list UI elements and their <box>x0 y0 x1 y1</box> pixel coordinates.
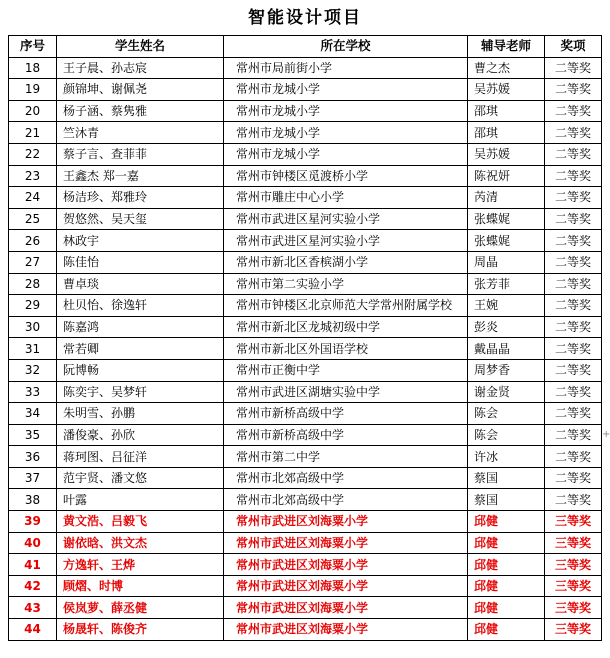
cell-no: 19 <box>9 79 57 101</box>
cell-no: 33 <box>9 381 57 403</box>
cell-students: 方逸轩、王烨 <box>57 554 224 576</box>
cell-no: 32 <box>9 359 57 381</box>
table-row <box>9 403 602 425</box>
cell-teacher: 陈会 <box>468 424 545 446</box>
cell-teacher: 戴晶晶 <box>468 338 545 360</box>
cell-teacher: 张蝶娓 <box>468 230 545 252</box>
cell-school: 常州市新北区外国语学校 <box>224 338 468 360</box>
cell-award: 二等奖 <box>545 381 602 403</box>
cell-no: 23 <box>9 165 57 187</box>
cell-students: 林政宇 <box>57 230 224 252</box>
cell-award: 三等奖 <box>545 597 602 619</box>
cell-award: 三等奖 <box>545 511 602 533</box>
page-title: 智能设计项目 <box>248 8 362 28</box>
table-row <box>9 122 602 144</box>
cell-award: 二等奖 <box>545 403 602 425</box>
table-row <box>9 424 602 446</box>
table-row <box>9 359 602 381</box>
table-row <box>9 165 602 187</box>
table-row <box>9 446 602 468</box>
cell-award: 二等奖 <box>545 79 602 101</box>
cell-school: 常州市正衡中学 <box>224 359 468 381</box>
cell-award: 二等奖 <box>545 424 602 446</box>
cell-no: 21 <box>9 122 57 144</box>
table-row <box>9 554 602 576</box>
cell-teacher: 张蝶娓 <box>468 208 545 230</box>
cell-school: 常州市钟楼区觅渡桥小学 <box>224 165 468 187</box>
awards-table <box>8 35 602 641</box>
cell-teacher: 张芳菲 <box>468 273 545 295</box>
header-school: 所在学校 <box>224 36 468 58</box>
cell-no: 38 <box>9 489 57 511</box>
table-row <box>9 316 602 338</box>
cell-award: 二等奖 <box>545 251 602 273</box>
cell-students: 潘俊豪、孙欣 <box>57 424 224 446</box>
cell-award: 二等奖 <box>545 100 602 122</box>
cell-award: 二等奖 <box>545 446 602 468</box>
cell-students: 杨子涵、蔡隽雅 <box>57 100 224 122</box>
cell-teacher: 邱健 <box>468 597 545 619</box>
cell-teacher: 吴苏媛 <box>468 79 545 101</box>
cell-students: 侯岚萝、薛丞健 <box>57 597 224 619</box>
cell-award: 二等奖 <box>545 467 602 489</box>
cell-school: 常州市龙城小学 <box>224 79 468 101</box>
cell-award: 二等奖 <box>545 143 602 165</box>
cell-students: 王鑫杰 郑一嘉 <box>57 165 224 187</box>
cell-students: 杨晟轩、陈俊齐 <box>57 619 224 641</box>
cell-teacher: 邱健 <box>468 511 545 533</box>
cell-school: 常州市北郊高级中学 <box>224 489 468 511</box>
cell-students: 竺沐青 <box>57 122 224 144</box>
edge-plus-marker: + <box>602 429 610 440</box>
cell-school: 常州市龙城小学 <box>224 143 468 165</box>
cell-award: 二等奖 <box>545 165 602 187</box>
cell-teacher: 谢金贤 <box>468 381 545 403</box>
cell-school: 常州市龙城小学 <box>224 100 468 122</box>
table-row <box>9 381 602 403</box>
cell-students: 蔡子言、查菲菲 <box>57 143 224 165</box>
cell-no: 40 <box>9 532 57 554</box>
cell-award: 二等奖 <box>545 273 602 295</box>
table-header-row <box>9 36 602 58</box>
cell-school: 常州市武进区刘海粟小学 <box>224 575 468 597</box>
cell-no: 37 <box>9 467 57 489</box>
cell-award: 二等奖 <box>545 57 602 79</box>
cell-teacher: 周晶 <box>468 251 545 273</box>
cell-students: 陈奕宇、吴梦轩 <box>57 381 224 403</box>
cell-award: 二等奖 <box>545 316 602 338</box>
cell-no: 22 <box>9 143 57 165</box>
cell-no: 41 <box>9 554 57 576</box>
table-row <box>9 143 602 165</box>
cell-school: 常州市武进区刘海粟小学 <box>224 554 468 576</box>
cell-students: 谢依晗、洪文杰 <box>57 532 224 554</box>
cell-school: 常州市武进区刘海粟小学 <box>224 597 468 619</box>
cell-award: 三等奖 <box>545 554 602 576</box>
cell-award: 三等奖 <box>545 532 602 554</box>
cell-school: 常州市雕庄中心小学 <box>224 187 468 209</box>
cell-teacher: 蔡国 <box>468 489 545 511</box>
cell-students: 杜贝怡、徐逸轩 <box>57 295 224 317</box>
cell-teacher: 陈会 <box>468 403 545 425</box>
table-row <box>9 619 602 641</box>
table-row <box>9 511 602 533</box>
table-row <box>9 575 602 597</box>
cell-award: 二等奖 <box>545 295 602 317</box>
cell-students: 阮博畅 <box>57 359 224 381</box>
cell-teacher: 曹之杰 <box>468 57 545 79</box>
cell-teacher: 邵琪 <box>468 122 545 144</box>
table-row <box>9 230 602 252</box>
cell-no: 31 <box>9 338 57 360</box>
cell-no: 18 <box>9 57 57 79</box>
cell-award: 二等奖 <box>545 338 602 360</box>
cell-teacher: 邱健 <box>468 532 545 554</box>
cell-teacher: 蔡国 <box>468 467 545 489</box>
cell-school: 常州市新桥高级中学 <box>224 403 468 425</box>
cell-students: 顾熠、时博 <box>57 575 224 597</box>
cell-students: 贺悠然、吴天玺 <box>57 208 224 230</box>
header-no: 序号 <box>9 36 57 58</box>
cell-teacher: 邱健 <box>468 554 545 576</box>
cell-no: 34 <box>9 403 57 425</box>
cell-students: 王子晨、孙志宸 <box>57 57 224 79</box>
table-row <box>9 597 602 619</box>
cell-no: 24 <box>9 187 57 209</box>
cell-teacher: 王婉 <box>468 295 545 317</box>
table-row <box>9 208 602 230</box>
table-row <box>9 489 602 511</box>
cell-no: 25 <box>9 208 57 230</box>
table-row <box>9 57 602 79</box>
cell-no: 26 <box>9 230 57 252</box>
table-row <box>9 295 602 317</box>
cell-school: 常州市武进区刘海粟小学 <box>224 511 468 533</box>
cell-school: 常州市局前街小学 <box>224 57 468 79</box>
cell-students: 黄文浩、吕毅飞 <box>57 511 224 533</box>
cell-teacher: 邱健 <box>468 619 545 641</box>
cell-school: 常州市钟楼区北京师范大学常州附属学校 <box>224 295 468 317</box>
cell-students: 颜锦坤、谢佩尧 <box>57 79 224 101</box>
cell-award: 三等奖 <box>545 619 602 641</box>
cell-students: 朱明雪、孙鹏 <box>57 403 224 425</box>
table-row <box>9 532 602 554</box>
cell-no: 44 <box>9 619 57 641</box>
cell-teacher: 芮清 <box>468 187 545 209</box>
table-row <box>9 79 602 101</box>
cell-teacher: 陈祝妍 <box>468 165 545 187</box>
cell-no: 29 <box>9 295 57 317</box>
cell-students: 蒋珂图、吕征洋 <box>57 446 224 468</box>
cell-teacher: 周梦香 <box>468 359 545 381</box>
cell-school: 常州市龙城小学 <box>224 122 468 144</box>
cell-award: 二等奖 <box>545 187 602 209</box>
table-row <box>9 467 602 489</box>
table-row <box>9 273 602 295</box>
cell-no: 36 <box>9 446 57 468</box>
cell-no: 39 <box>9 511 57 533</box>
cell-award: 二等奖 <box>545 489 602 511</box>
cell-school: 常州市武进区星河实验小学 <box>224 230 468 252</box>
cell-teacher: 吴苏媛 <box>468 143 545 165</box>
cell-school: 常州市武进区刘海粟小学 <box>224 619 468 641</box>
cell-award: 二等奖 <box>545 208 602 230</box>
cell-no: 42 <box>9 575 57 597</box>
cell-no: 27 <box>9 251 57 273</box>
cell-award: 二等奖 <box>545 122 602 144</box>
cell-no: 28 <box>9 273 57 295</box>
cell-students: 叶露 <box>57 489 224 511</box>
cell-award: 二等奖 <box>545 359 602 381</box>
cell-teacher: 彭炎 <box>468 316 545 338</box>
cell-no: 35 <box>9 424 57 446</box>
cell-teacher: 邱健 <box>468 575 545 597</box>
cell-students: 曹卓琰 <box>57 273 224 295</box>
header-students: 学生姓名 <box>57 36 224 58</box>
cell-school: 常州市新北区龙城初级中学 <box>224 316 468 338</box>
cell-school: 常州市武进区星河实验小学 <box>224 208 468 230</box>
cell-students: 杨洁珍、郑雅玲 <box>57 187 224 209</box>
cell-students: 常若卿 <box>57 338 224 360</box>
table-row <box>9 251 602 273</box>
cell-award: 三等奖 <box>545 575 602 597</box>
cell-school: 常州市第二实验小学 <box>224 273 468 295</box>
table-row <box>9 100 602 122</box>
cell-students: 陈嘉鸿 <box>57 316 224 338</box>
cell-school: 常州市第二中学 <box>224 446 468 468</box>
cell-no: 30 <box>9 316 57 338</box>
table-row <box>9 187 602 209</box>
cell-school: 常州市武进区刘海粟小学 <box>224 532 468 554</box>
table-row <box>9 338 602 360</box>
header-award: 奖项 <box>545 36 602 58</box>
cell-no: 43 <box>9 597 57 619</box>
cell-teacher: 许冰 <box>468 446 545 468</box>
cell-school: 常州市武进区湖塘实验中学 <box>224 381 468 403</box>
cell-students: 陈佳怡 <box>57 251 224 273</box>
cell-teacher: 邵琪 <box>468 100 545 122</box>
cell-students: 范宇贤、潘文悠 <box>57 467 224 489</box>
cell-school: 常州市北郊高级中学 <box>224 467 468 489</box>
cell-school: 常州市新北区香槟湖小学 <box>224 251 468 273</box>
cell-no: 20 <box>9 100 57 122</box>
header-teacher: 辅导老师 <box>468 36 545 58</box>
cell-award: 二等奖 <box>545 230 602 252</box>
cell-school: 常州市新桥高级中学 <box>224 424 468 446</box>
